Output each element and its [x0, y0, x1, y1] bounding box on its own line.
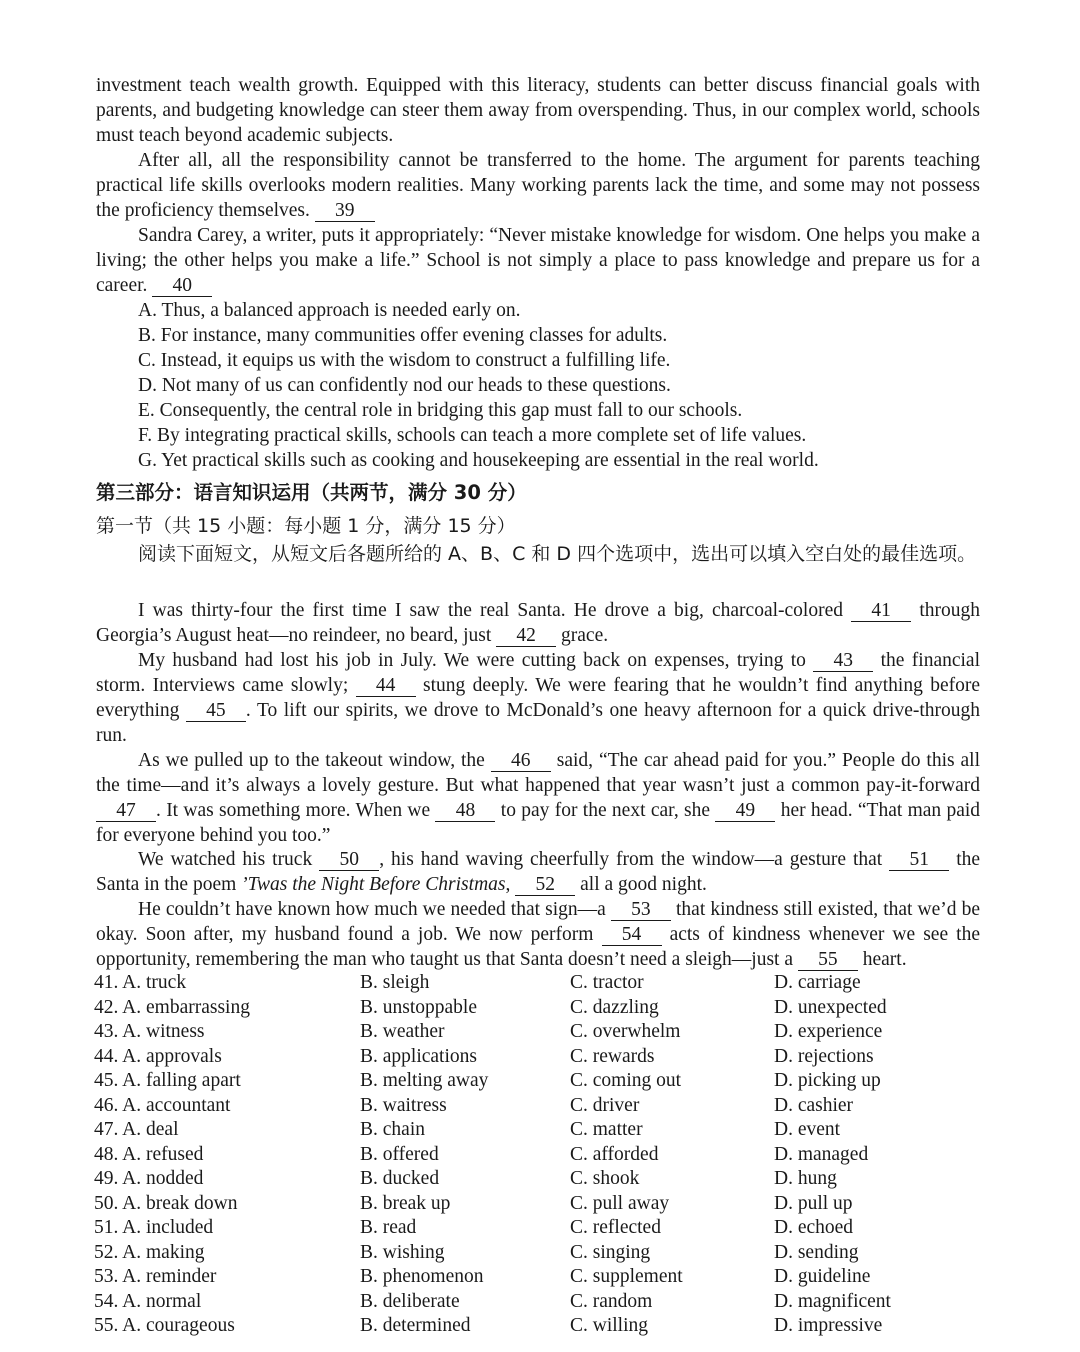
choice-d: D. guideline — [774, 1266, 871, 1287]
question-row — [94, 1142, 994, 1167]
choice-b: B. melting away — [360, 1070, 489, 1091]
blank-48: 48 — [435, 801, 495, 822]
option-e: E. Consequently, the central role in bridging this gap must fall to our schools. — [138, 400, 743, 421]
choice-c: C. pull away — [570, 1192, 670, 1214]
blank-51: 51 — [889, 850, 949, 871]
choice-a: 46. A. accountant — [94, 1094, 231, 1116]
passage-paragraph-2: After all, all the responsibility cannot be transferred to the home. The argument for parents teaching practical life skills overlooks modern realities. Many working parents lack the time, and some may not possess the proficiency themselves. 39 — [96, 150, 980, 221]
cloze-paragraph-2: My husband had lost his job in July. We were cutting back on expenses, trying to 43 the financial storm. Interviews came slowly; 44 stung deeply. We were fearing that he wouldn’t find anything before everything 45 . To lift our spirits, we drove to McDonald’s one heavy afternoon for a quick drive-through run. — [96, 650, 981, 746]
choice-d: D. managed — [774, 1143, 869, 1165]
choice-a: 43. A. witness — [94, 1021, 205, 1042]
choice-b: B. deliberate — [360, 1290, 460, 1312]
section-subheading: 第一节（共 15 小题：每小题 1 分，满分 15 分） — [96, 515, 516, 537]
choice-d: D. carriage — [774, 972, 861, 993]
choice-b: B. phenomenon — [360, 1266, 484, 1287]
choice-d: D. unexpected — [774, 996, 887, 1018]
option-a: A. Thus, a balanced approach is needed early on. — [138, 300, 521, 321]
choice-c: C. rewards — [570, 1045, 655, 1067]
choice-b: B. sleigh — [360, 972, 430, 993]
blank-43: 43 — [813, 651, 873, 672]
choice-a: 47. A. deal — [94, 1119, 179, 1140]
question-row — [94, 1240, 994, 1265]
option-c: C. Instead, it equips us with the wisdom to construct a fulfilling life. — [138, 350, 671, 371]
choice-d: D. hung — [774, 1168, 837, 1189]
choice-a: 44. A. approvals — [94, 1045, 222, 1067]
choice-c: C. coming out — [570, 1070, 682, 1091]
question-row — [94, 1313, 994, 1338]
choice-a: 51. A. included — [94, 1217, 214, 1238]
choice-b: B. ducked — [360, 1168, 440, 1189]
choice-b: B. weather — [360, 1021, 445, 1042]
choice-b: B. chain — [360, 1119, 425, 1140]
choice-c: C. dazzling — [570, 996, 659, 1018]
choice-a: 53. A. reminder — [94, 1266, 217, 1287]
poem-title: ’Twas the Night Before Christmas — [241, 874, 506, 895]
choice-a: 55. A. courageous — [94, 1315, 235, 1336]
choice-b: B. unstoppable — [360, 996, 477, 1018]
question-row — [94, 1289, 994, 1314]
choice-c: C. random — [570, 1290, 653, 1312]
blank-39: 39 — [315, 201, 375, 222]
option-f: F. By integrating practical skills, schools can teach a more complete set of life values. — [138, 425, 807, 446]
question-row — [94, 1044, 994, 1069]
choice-d: D. experience — [774, 1021, 883, 1042]
option-b: B. For instance, many communities offer evening classes for adults. — [138, 325, 668, 346]
question-row — [94, 995, 994, 1020]
question-row — [94, 1093, 994, 1118]
choice-a: 45. A. falling apart — [94, 1070, 241, 1091]
choice-c: C. shook — [570, 1168, 640, 1189]
blank-49: 49 — [715, 801, 775, 822]
choice-a: 49. A. nodded — [94, 1168, 204, 1189]
choice-d: D. impressive — [774, 1315, 883, 1336]
choice-c: C. afforded — [570, 1143, 659, 1165]
option-g: G. Yet practical skills such as cooking and housekeeping are essential in the real world. — [138, 450, 819, 471]
cloze-paragraph-4: We watched his truck 50 , his hand waving cheerfully from the window—a gesture that 51 the Santa in the poem ’Twas the Night Before Christmas, 52 all a good night. — [96, 849, 981, 895]
choice-a: 42. A. embarrassing — [94, 996, 250, 1018]
choice-b: B. break up — [360, 1192, 451, 1214]
choice-c: C. overwhelm — [570, 1021, 681, 1042]
blank-40: 40 — [152, 276, 212, 297]
blank-42: 42 — [496, 626, 556, 647]
choice-d: D. echoed — [774, 1217, 854, 1238]
choice-a: 50. A. break down — [94, 1192, 238, 1214]
choice-c: C. willing — [570, 1315, 649, 1336]
question-row — [94, 1215, 994, 1240]
choice-b: B. applications — [360, 1045, 477, 1067]
question-row — [94, 1117, 994, 1142]
choice-b: B. read — [360, 1217, 417, 1238]
choice-d: D. magnificent — [774, 1290, 891, 1312]
blank-54: 54 — [602, 925, 662, 946]
choice-c: C. singing — [570, 1241, 651, 1263]
passage-paragraph-3: Sandra Carey, a writer, puts it appropriately: “Never mistake knowledge for wisdom. One helps you make a living; the other helps you make a life.” School is not simply a place to pass knowledge and prepare us for a career. 40 — [96, 225, 980, 296]
choice-b: B. wishing — [360, 1241, 445, 1263]
blank-46: 46 — [491, 751, 551, 772]
choice-a: 54. A. normal — [94, 1290, 202, 1312]
blank-44: 44 — [356, 676, 416, 697]
choice-a: 41. A. truck — [94, 972, 187, 993]
passage-paragraph-1: investment teach wealth growth. Equipped with this literacy, students can better discuss financial goals with parents, and budgeting knowledge can steer them away from overspending. Thus, in our complex world, schools must teach beyond academic subjects. — [96, 75, 980, 146]
choice-d: D. pull up — [774, 1192, 853, 1214]
choice-b: B. waitress — [360, 1094, 447, 1116]
choice-d: D. rejections — [774, 1045, 874, 1067]
choice-a: 48. A. refused — [94, 1143, 204, 1165]
blank-50: 50 — [319, 850, 379, 871]
cloze-paragraph-1: I was thirty-four the first time I saw the real Santa. He drove a big, charcoal-colored 41 through Georgia’s August heat—no reindeer, no beard, just 42 grace. — [96, 600, 981, 646]
question-row — [94, 1166, 994, 1191]
cloze-paragraph-5: He couldn’t have known how much we needed that sign—a 53 that kindness still existed, that we’d be okay. Soon after, my husband found a job. We now perform 54 acts of kindness whenever we see the opportunity, remembering the man who taught us that Santa doesn’t need a sleigh—just a 55 heart. — [96, 899, 981, 970]
choice-a: 52. A. making — [94, 1241, 205, 1263]
question-row — [94, 1068, 994, 1093]
choice-b: B. offered — [360, 1143, 439, 1165]
choice-d: D. picking up — [774, 1070, 881, 1091]
choice-c: C. tractor — [570, 972, 644, 993]
blank-47: 47 — [96, 801, 156, 822]
blank-55: 55 — [798, 950, 858, 971]
choice-d: D. event — [774, 1119, 841, 1140]
blank-41: 41 — [851, 601, 911, 622]
question-row — [94, 1019, 994, 1044]
choice-c: C. matter — [570, 1119, 643, 1140]
blank-45: 45 — [186, 701, 246, 722]
choice-b: B. determined — [360, 1315, 471, 1336]
question-row — [94, 1264, 994, 1289]
question-row — [94, 970, 994, 995]
choice-c: C. supplement — [570, 1266, 683, 1287]
choice-c: C. driver — [570, 1094, 640, 1116]
cloze-paragraph-3: As we pulled up to the takeout window, the 46 said, “The car ahead paid for you.” People do this all the time—and it’s always a lovely gesture. But what happened that year wasn’t just a common pay-it-forward 47 . It was something more. When we 48 to pay for the next car, she 49 her head. “That man paid for everyone behind you too.” — [96, 750, 981, 846]
option-d: D. Not many of us can confidently nod our heads to these questions. — [138, 375, 671, 396]
choice-d: D. sending — [774, 1241, 859, 1263]
choice-c: C. reflected — [570, 1217, 661, 1238]
question-row — [94, 1191, 994, 1216]
section-instruction: 阅读下面短文，从短文后各题所给的 A、B、C 和 D 四个选项中，选出可以填入空白处的最佳选项。 — [138, 543, 977, 565]
blank-53: 53 — [611, 900, 671, 921]
blank-52: 52 — [515, 875, 575, 896]
section-heading: 第三部分：语言知识运用（共两节，满分 30 分） — [96, 481, 527, 504]
choice-d: D. cashier — [774, 1094, 854, 1116]
